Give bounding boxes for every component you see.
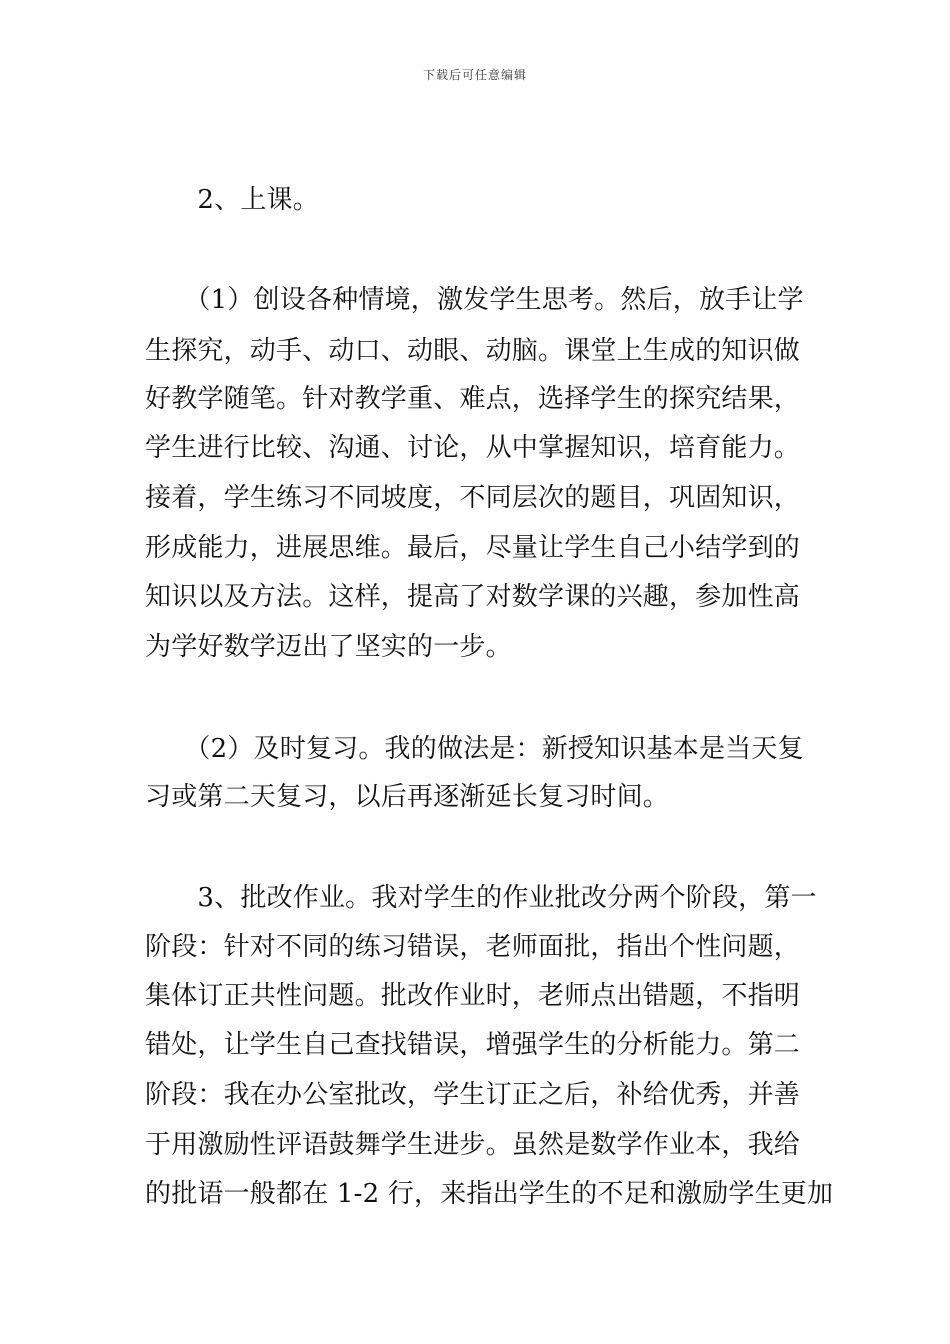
text-line: 为学好数学迈出了坚实的一步。	[145, 632, 512, 662]
text-line: 3、批改作业。我对学生的作业批改分两个阶段，第一	[145, 883, 817, 913]
text-line: 错处，让学生自己查找错误，增强学生的分析能力。第二	[145, 1030, 801, 1060]
text-line: 生探究，动手、动口、动眼、动脑。课堂上生成的知识做	[145, 336, 801, 366]
text-line: 习或第二天复习，以后再逐渐延长复习时间。	[145, 782, 670, 812]
text-line: 的批语一般都在 1-2 行，来指出学生的不足和激励学生更加	[145, 1179, 834, 1209]
text-line: 知识以及方法。这样，提高了对数学课的兴趣，参加性高	[145, 582, 801, 612]
text-line: 阶段：我在办公室批改，学生订正之后，补给优秀，并善	[145, 1080, 801, 1110]
page-header: 下载后可任意编辑	[422, 68, 527, 82]
text-line: （1）创设各种情境，激发学生思考。然后，放手让学	[145, 285, 804, 315]
text-line: 学生进行比较、沟通、讨论，从中掌握知识，培育能力。	[145, 433, 801, 463]
text-line: 集体订正共性问题。批改作业时，老师点出错题，不指明	[145, 981, 801, 1011]
text-line: 阶段：针对不同的练习错误，老师面批，指出个性问题，	[145, 932, 801, 962]
text-line: 2、上课。	[145, 185, 319, 215]
text-line: 接着，学生练习不同坡度，不同层次的题目，巩固知识，	[145, 483, 801, 513]
text-line: （2）及时复习。我的做法是：新授知识基本是当天复	[145, 734, 804, 764]
text-line: 形成能力，进展思维。最后，尽量让学生自己小结学到的	[145, 533, 801, 563]
text-line: 好教学随笔。针对教学重、难点，选择学生的探究结果，	[145, 384, 801, 414]
text-line: 于用激励性评语鼓舞学生进步。虽然是数学作业本，我给	[145, 1130, 801, 1160]
